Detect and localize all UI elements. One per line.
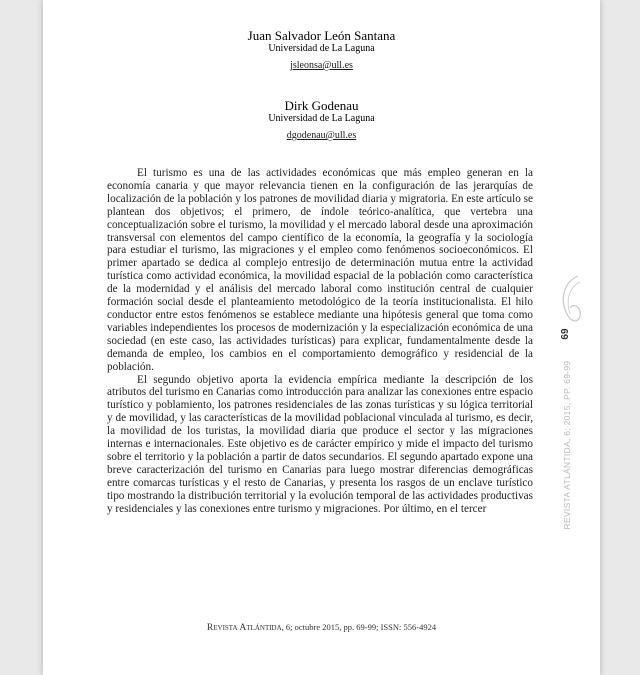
footer-details: , 6; octubre 2015, pp. 69-99; ISSN: 556-4924 (281, 622, 437, 632)
side-margin (552, 310, 592, 540)
author-name: Dirk Godenau (284, 98, 359, 113)
author-2 (43, 98, 600, 143)
page-footer (43, 622, 600, 633)
running-head: REVISTA ATLÁNTIDA, 6; 2015, PP. 69-99 (562, 360, 572, 530)
author-name: Juan Salvador León Santana (247, 28, 396, 43)
author-email-link[interactable]: jsleonsa@ull.es (290, 60, 353, 71)
document-page (43, 0, 600, 675)
author-affiliation: Universidad de La Laguna (268, 43, 375, 54)
author-email-link[interactable]: dgodenau@ull.es (286, 130, 357, 141)
author-affiliation: Universidad de La Laguna (268, 113, 375, 124)
paragraph-1: El turismo es una de las actividades económicas que más empleo generan en la economía canaria y que mayor relevancia tienen en la configuración de las jerarquías de localización de la población y los patrones de movilidad diaria y migratoria. En este artículo se plantean dos objetivos; el primero, de índole teórico-analítica, que vertebra una conceptualización sobre el turismo, la movilidad y el mercado laboral desde una aproximación transversal con elementos del campo científico de la economía, la geografía y la sociología para estudiar el turismo, las migraciones y el empleo como fenómenos socioeconómicos. El primer apartado se dedica al complejo entresijo de determinación mutua entre la actividad turística como actividad económica, la movilidad espacial de la población como característica de la modernidad y el análisis del mercado laboral como institución central de cualquier formación social desde el planteamiento metodológico de la teoría institucionalista. El hilo conductor entre estos fenómenos se establece mediante una hipótesis general que toma como variables independientes los procesos de modernización y la especialización económica de una sociedad (en este caso, las actividades turísticas) para explicar, fundamentalmente desde la demanda de empleo, los cambios en el comportamiento demográfico y residencial de la población. (107, 167, 533, 373)
paragraph-2: El segundo objetivo aporta la evidencia empírica mediante la descripción de los atributos del turismo en Canarias como introducción para analizar las conexiones entre espacio turístico y poblamiento, los patrones residenciales de las zonas turísticas y su lógica territorial y de movilidad, y las características de la movilidad poblacional vinculada al turismo, es decir, la movilidad de los turistas, la movilidad diaria que produce el sector y las migraciones internas e internacionales. Este objetivo es de carácter empírico y mide el impacto del turismo sobre el territorio y la población a partir de datos secundarios. El segundo apartado expone una breve caracterización del turismo en Canarias para luego mostrar diferencias demográficas entre comarcas turísticas y el resto de Canarias, y presenta los rasgos de un enclave turístico tipo mostrando la distribución territorial y la evolución temporal de las actividades productivas y residenciales y las conexiones entre turismo y migraciones. Por último, en el tercer (107, 373, 533, 515)
author-1 (43, 28, 600, 73)
page-number: 69 (560, 328, 571, 340)
footer-journal: Revista Atlántida (206, 623, 282, 633)
abstract-body (107, 167, 533, 515)
